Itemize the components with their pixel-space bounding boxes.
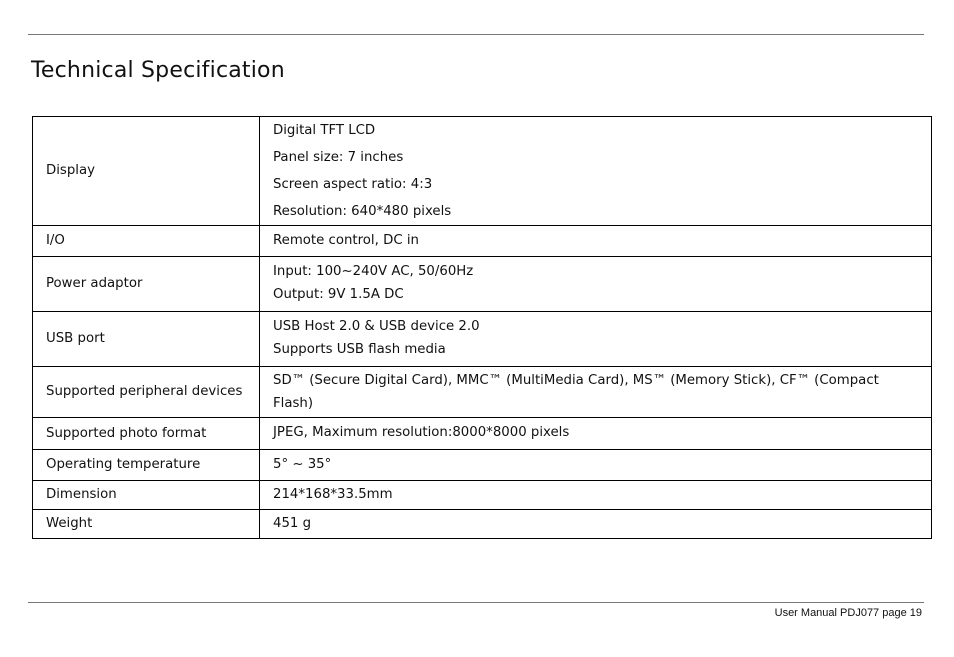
spec-value-line: 214*168*33.5mm	[273, 486, 393, 502]
spec-label-io: I/O	[33, 226, 260, 257]
spec-label-peripheral-devices: Supported peripheral devices	[33, 367, 260, 418]
table-row	[33, 226, 932, 257]
spec-value-photo-format	[260, 418, 932, 450]
top-divider	[28, 34, 924, 35]
bottom-divider	[28, 602, 924, 603]
table-row	[33, 510, 932, 539]
spec-label-display: Display	[33, 117, 260, 226]
spec-value-line: 5° ~ 35°	[273, 456, 332, 472]
spec-value-line: 451 g	[273, 515, 312, 531]
spec-value-io	[260, 226, 932, 257]
spec-value-line: Screen aspect ratio: 4:3	[273, 177, 433, 192]
spec-value-line: JPEG, Maximum resolution:8000*8000 pixels	[273, 425, 570, 441]
spec-value-line: Panel size: 7 inches	[273, 150, 404, 165]
table-row	[33, 117, 932, 226]
spec-label-weight: Weight	[33, 510, 260, 539]
spec-value-line: USB Host 2.0 & USB device 2.0	[273, 319, 480, 335]
spec-value-peripheral-devices	[260, 367, 932, 418]
table-row	[33, 367, 932, 418]
spec-value-line: Input: 100~240V AC, 50/60Hz	[273, 264, 474, 280]
spec-label-usb-port: USB port	[33, 312, 260, 367]
spec-value-weight	[260, 510, 932, 539]
spec-value-dimension	[260, 481, 932, 510]
table-row	[33, 312, 932, 367]
page-title: Technical Specification	[31, 58, 285, 83]
spec-value-line: Resolution: 640*480 pixels	[273, 204, 452, 219]
spec-label-dimension: Dimension	[33, 481, 260, 510]
spec-value-line: Output: 9V 1.5A DC	[273, 287, 404, 302]
spec-value-power-adaptor	[260, 257, 932, 312]
spec-label-operating-temperature: Operating temperature	[33, 450, 260, 481]
spec-value-line: Supports USB flash media	[273, 342, 446, 357]
table-row	[33, 481, 932, 510]
table-row	[33, 418, 932, 450]
spec-label-photo-format: Supported photo format	[33, 418, 260, 450]
spec-value-operating-temperature	[260, 450, 932, 481]
spec-value-line: SD™ (Secure Digital Card), MMC™ (MultiMedia Card), MS™ (Memory Stick), CF™ (Compact Flash)	[273, 372, 879, 411]
spec-value-usb-port	[260, 312, 932, 367]
table-row	[33, 450, 932, 481]
spec-table	[32, 116, 932, 539]
spec-label-power-adaptor: Power adaptor	[33, 257, 260, 312]
table-row	[33, 257, 932, 312]
spec-value-line: Digital TFT LCD	[273, 123, 376, 138]
spec-value-line: Remote control, DC in	[273, 232, 419, 248]
page-footer: User Manual PDJ077 page 19	[774, 607, 922, 619]
spec-value-display	[260, 117, 932, 226]
